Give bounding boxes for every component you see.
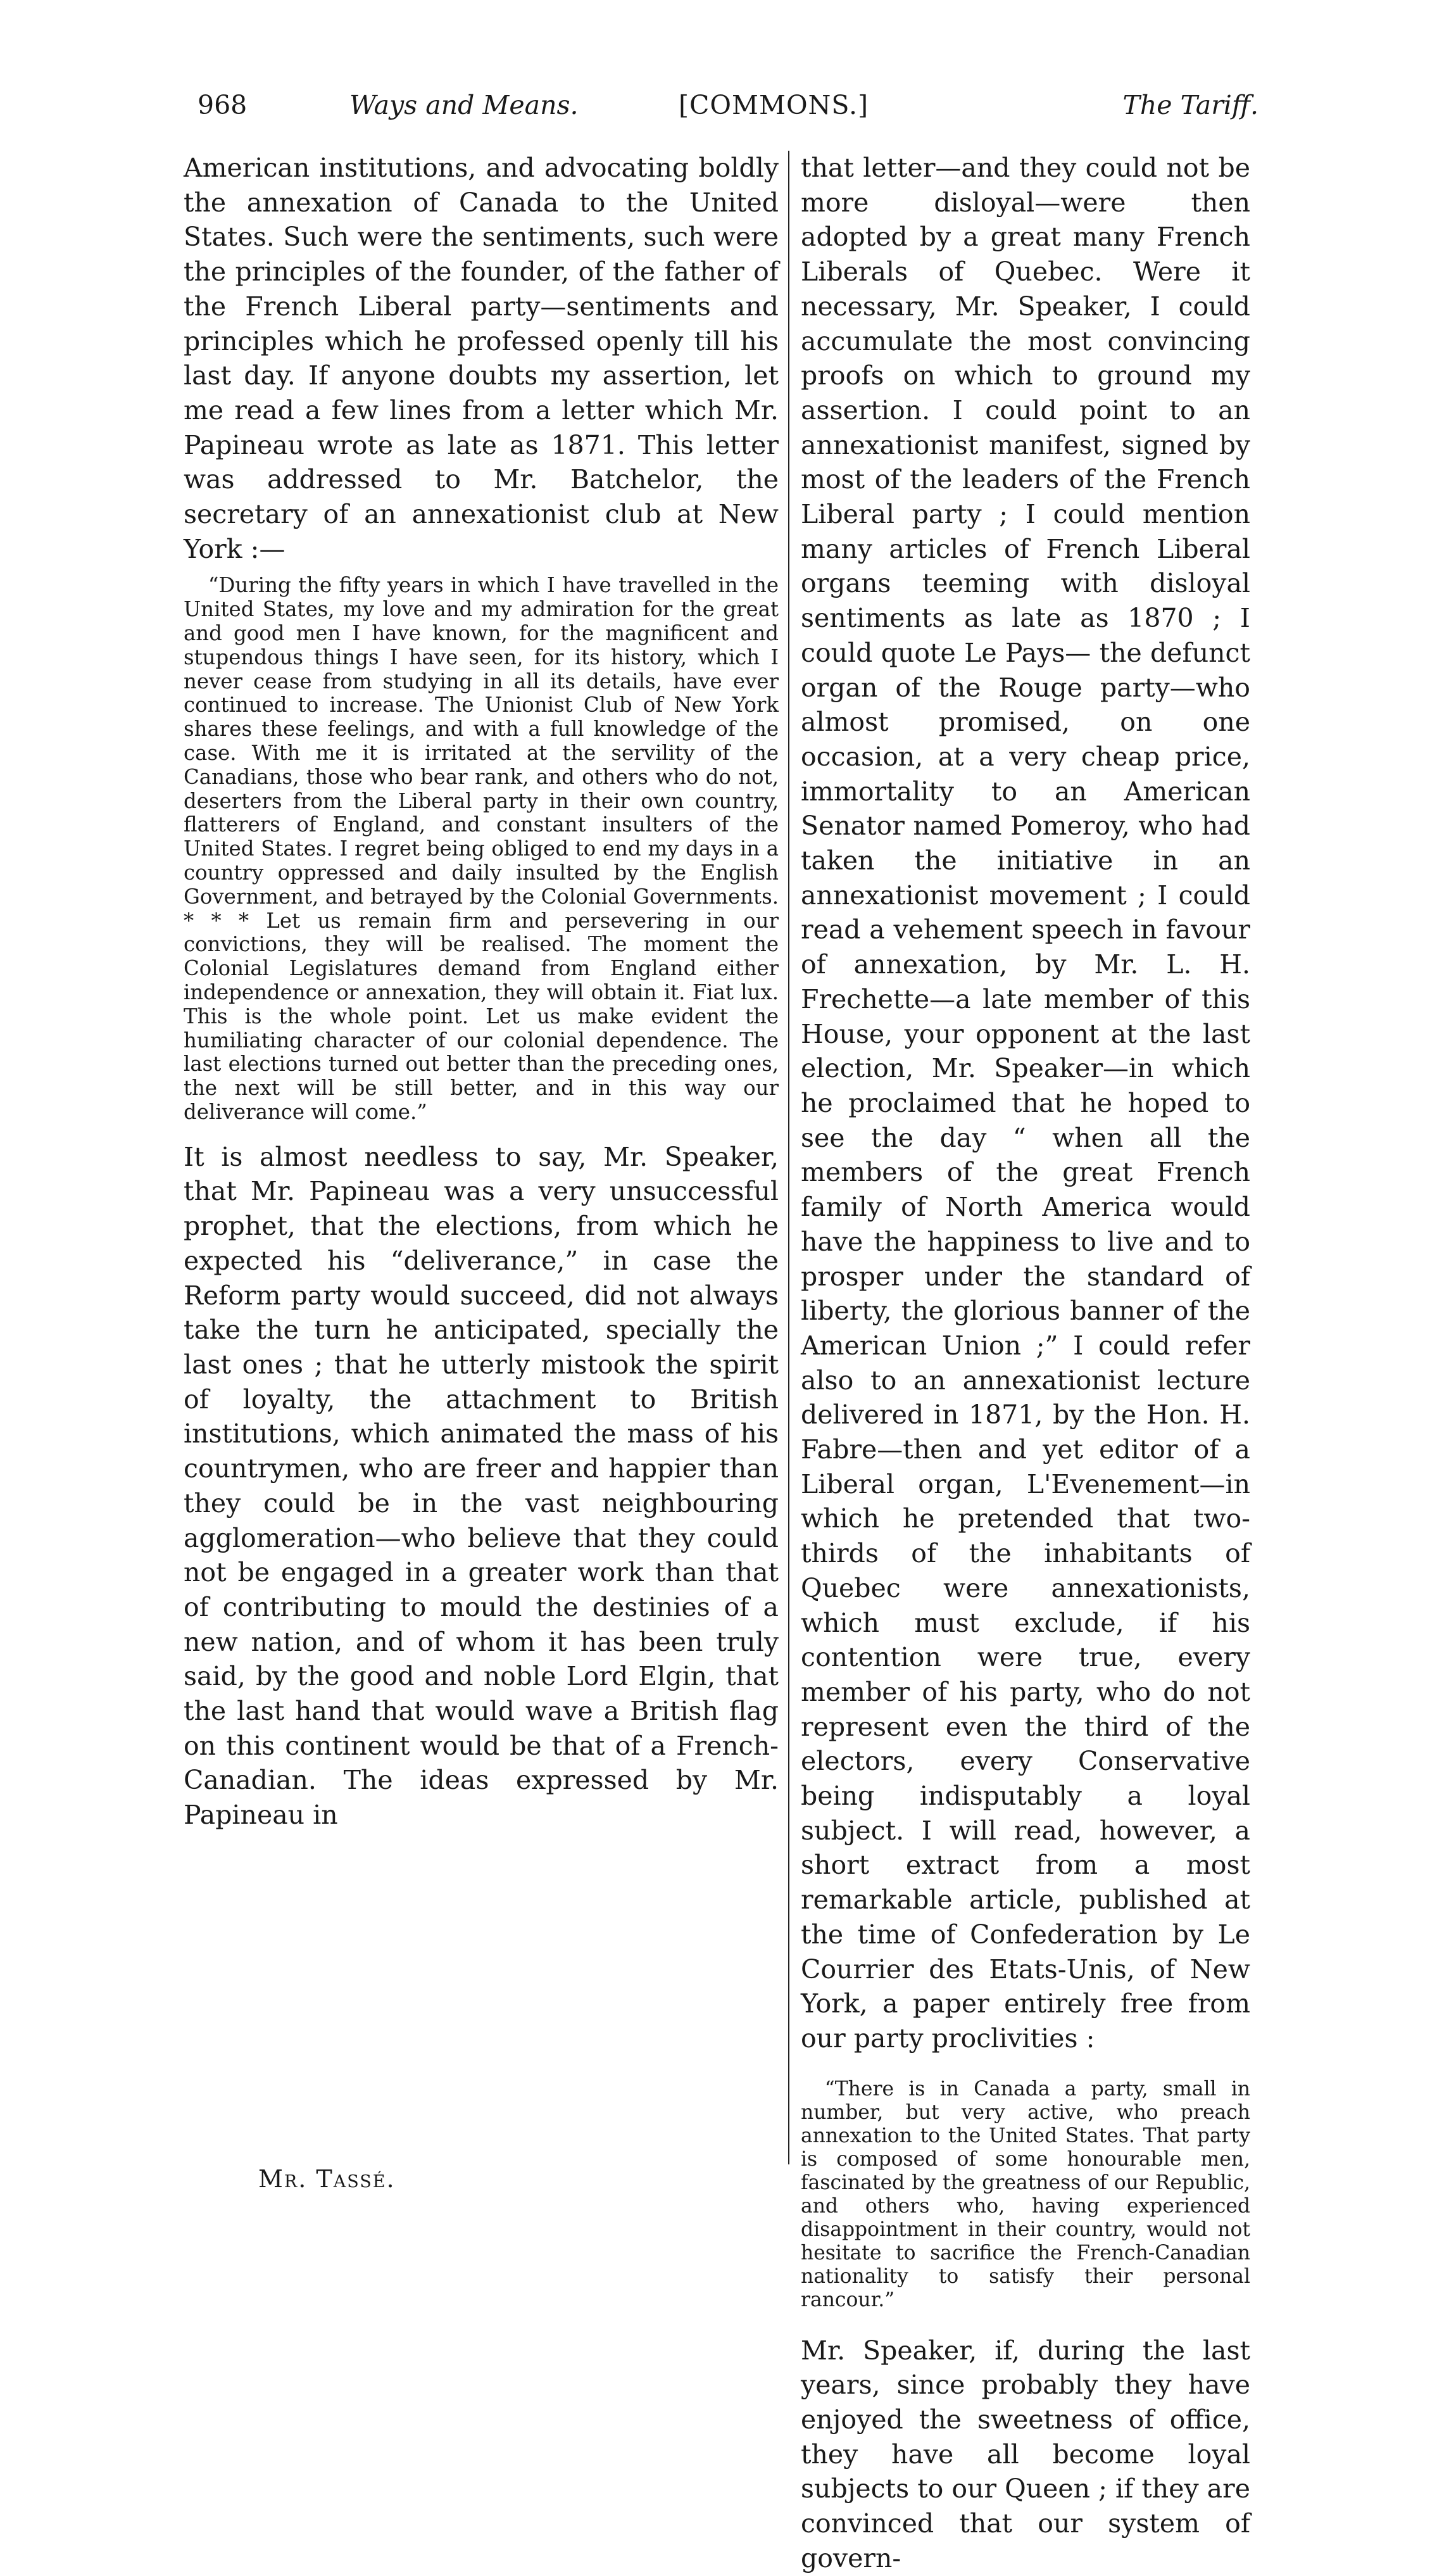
body-paragraph: American institutions, and advocating boldly the annexation of Canada to the United States. Such were the sentiments, such were the principles of the founder, of the father of the French Liberal party—sentiments and principles which he professed openly till his last day. If anyone doubts my assertion, let me read a few lines from a letter which Mr. Papineau wrote as late as 1871. This letter was addressed to Mr. Batchelor, the secretary of an annexationist club at New York :— [184, 153, 779, 564]
block-quote: “During the fifty years in which I have travelled in the United States, my love and my admiration for the great and good men I have known, for the magnificent and stupendous things I have seen, for its history, which I never cease from studying in all its details, have ever continued to increase. The Unionist Club of New York shares these feelings, and with a full knowledge of the case. With me it is irritated at the servility of the Canadians, those who bear rank, and others who do not, deserters from the Liberal party in their own country, flatterers of England, and constant insulters of the United States. I regret being obliged to end my days in a country oppressed and daily insulted by the English Government, and betrayed by the Colonial Governments. * * * Let us remain firm and persevering in our convictions, they will be realised. The moment the Colonial Legislatures demand from England either independence or annexation, they will obtain it. Fiat lux. This is the whole point. Let us make evident the humiliating character of our colonial dependence. The last elections turned out better than the preceding ones, the next will be still better, and in this way our deliverance will come.” [184, 573, 779, 1124]
body-paragraph: Mr. Speaker, if, during the last years, since probably they have enjoyed the sweetness of office, they have all become loyal subjects to our Queen ; if they are convinced that our system of govern- [801, 2335, 1250, 2573]
block-quote: “There is in Canada a party, small in number, but very active, who preach annexation to the United States. That party is composed of some honourable men, fascinated by the greatness of our Republic, and others who, having experienced disappointment in their country, would not hesitate to sacrifice the French-Canadian nationality to satisfy their personal rancour.” [801, 2077, 1250, 2311]
body-paragraph: It is almost needless to say, Mr. Speaker, that Mr. Papineau was a very unsuccessful prophet, that the elections, from which he expected his “deliverance,” in case the Reform party would succeed, did not always take the turn he anticipated, specially the last ones ; that he utterly mistook the spirit of loyalty, the attachment to British institutions, which animated the mass of his countrymen, who are freer and happier than they could be in the vast neighbouring agglomeration—who believe that they could not be engaged in a greater work than that of contributing to mould the destinies of a new nation, and of whom it has been truly said, by the good and noble Lord Elgin, that the last hand that would wave a British flag on this continent would be that of a French-Canadian. The ideas expressed by Mr. Papineau in [184, 1141, 779, 1831]
body-paragraph: that letter—and they could not be more disloyal—were then adopted by a great many French Liberals of Quebec. Were it necessary, Mr. Speaker, I could accumulate the most convincing proofs on which to ground my assertion. I could point to an annexationist manifest, signed by most of the leaders of the French Liberal party ; I could mention many articles of French Liberal organs teeming with disloyal sentiments as late as 1870 ; I could quote Le Pays— the defunct organ of the Rouge party—who almost promised, on one occasion, at a very cheap price, immortality to an American Senator named Pomeroy, who had taken the initiative in an annexationist movement ; I could read a vehement speech in favour of annexation, by Mr. L. H. Frechette—a late member of this House, your opponent at the last election, Mr. Speaker—in which he proclaimed that he hoped to see the day “ when all the members of the great French family of North America would have the happiness to live and to prosper under the standard of liberty, the glorious banner of the American Union ;” I could refer also to an annexationist lecture delivered in 1871, by the Hon. H. Fabre—then and yet editor of a Liberal organ, L'Evenement—in which he pretended that two-thirds of the inhabitants of Quebec were annexationists, which must exclude, if his contention were true, every member of his party, who do not represent even the third of the electors, every Conservative being indisputably a loyal subject. I will read, however, a short extract from a most remarkable article, published at the time of Confederation by Le Courrier des Etats-Unis, of New York, a paper entirely free from our party proclivities : [801, 153, 1250, 2054]
page-number: 968 [198, 90, 248, 120]
column-divider [788, 151, 789, 2164]
right-column [801, 151, 1250, 2576]
house-label: [COMMONS.] [679, 90, 869, 120]
running-header [198, 86, 1258, 124]
section-title: Ways and Means. [349, 90, 579, 120]
speaker-name: Mr. Tassé. [258, 2165, 396, 2193]
left-column [184, 151, 779, 1833]
topic-title: The Tariff. [1122, 90, 1258, 120]
